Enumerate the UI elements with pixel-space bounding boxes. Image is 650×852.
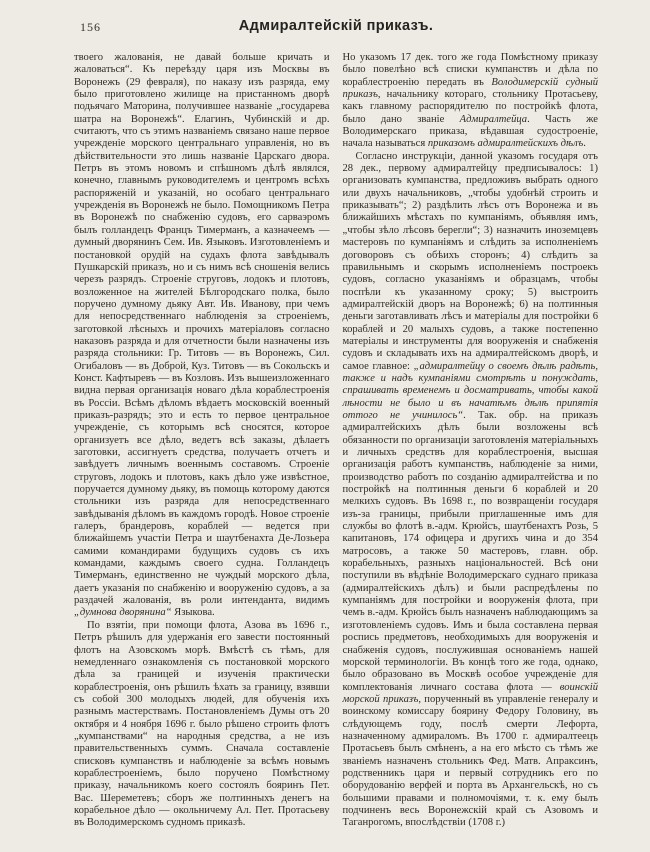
- text-run: , порученный въ управленіе генералу и воинскому комиссару боярину Федору Головину, въ слѣдующемъ году, послѣ смерти Лефорта, назначенному адмираломъ. Въ 1700 г. адмиралтеецъ Протасьевъ былъ смѣненъ, а на его мѣсто съ тѣмъ же званіемъ назначенъ стольникъ Фед. Матв. Апраксинъ, родственникъ царя и первый сотрудникъ его по оборудованію верфей и порта въ Архангельскѣ, но съ большими правами и полномочіями, т. к. ему былъ подчиненъ весь Воронежскій край съ Азовомъ и Таганрогомъ, впослѣдствіи (1708 г.): [342, 693, 598, 829]
- paragraph: [74, 52, 330, 620]
- paragraph: [74, 620, 330, 830]
- text-column-right: [343, 52, 599, 830]
- italic-text-run: приказомъ адмиралтейскихъ дѣлъ: [427, 138, 584, 150]
- page-number: 156: [80, 20, 101, 34]
- text-run: .: [583, 138, 586, 150]
- text-run: По взятіи, при помощи флота, Азова въ 1696 г., Петръ рѣшилъ для удержанія его завести постоянный флотъ на Азовскомъ морѣ. Вмѣстѣ съ тѣмъ, для немедленнаго ознакомленія съ постановкой морского дѣла за границей и изученія практически кораблестроенія, онъ рѣшилъ ѣхать за границу, взявши съ собой 300 молодыхъ людей, для обученія ихъ разнымъ мастерствамъ. Постановленіемъ Думы отъ 20 октября и 4 ноября 1696 г. было рѣшено строить флотъ „кумпанствами“ на народныя средства, а не изъ правительственныхъ суммъ. Сначала составленіе списковъ кумпанствъ и наблюденіе за всѣмъ новымъ кораблестроеніемъ, было поручено Помѣстному приказу, начальникомъ коего состоялъ бояринъ Пет. Вас. Шереметевъ; сборъ же полтинныхъ денегъ на корабельное дѣло — окольничему Ал. Пет. Протасьеву въ Володимерскомъ судномъ приказѣ.: [74, 619, 330, 829]
- text-run: . Часть же Володимерскаго приказа, вѣдавшая судостроеніе, начала называться: [342, 113, 598, 150]
- text-columns: [74, 52, 598, 830]
- italic-text-run: „думнова дворянина“: [74, 607, 172, 619]
- text-run: . Так. обр. на приказъ адмиралтейскихъ дѣлъ были возложены всѣ обязанности по организаціи заготовленія матеріальныхъ и личныхъ средствъ для кораблестроенія, высшая организація работъ кумпанствъ, наблюденіе за ними, производство работъ по созданію адмиралтейства и по постройкѣ на полтинныя деньги 6 кораблей и 20 мелкихъ судовъ. Въ 1698 г., по возвращеніи государя изъ-за границы, прибыли приглашенные имъ для службы во флотѣ в.-адм. Крюйсъ, шаутбенахтъ Розь, 5 капитановъ, 174 офицера и другихъ чина и до 354 матросовъ, а также 50 мастеровъ, главн. обр. корабельныхъ, разныхъ національностей. Всѣ они поступили въ вѣдѣніе Володимерскаго суднаго приказа (адмиралтейскихъ дѣлъ) и были распредѣлены по кумпаніямъ для постройки и вооруженія флота, при чемъ в.-адм. Крюйсъ былъ назначенъ наблюдающимъ за изготовленіемъ судовъ. Имъ и была составлена первая роспись предметовъ, необходимыхъ для вооруженія и снабженія судовъ, послужившая основаніемъ нашей морской терминологіи. Въ концѣ того же года, однако, было образовано въ Москвѣ особое учрежденіе для комплектованія личнаго состава флота —: [342, 409, 598, 693]
- italic-text-run: воинскій морской приказъ: [342, 681, 598, 705]
- text-run: Языкова.: [171, 607, 215, 619]
- italic-text-run: „адмиралтейцу о своемъ дѣлѣ радѣть, также и надъ кумпаніями смотрѣть и понуждать, спрашивать временемъ и досматривать, чтобы какой лѣности не было и въ начатѣмъ дѣлѣ припятія оттого не учинилось“: [342, 360, 598, 421]
- page-header: [74, 18, 598, 40]
- text-run: Согласно инструкціи, данной указомъ государя отъ 28 дек., первому адмиралтейцу предписывалось: 1) организовать кумпанства, предложивъ выбрать одного или двухъ начальниковъ, „чтобы удобнѣй строить и приказывать“; 2) раздѣлить лѣсъ отъ Воронежа и въ ближайшихъ мѣстахъ по кумпаніямъ, объявляя имъ, „чтобы зѣло лѣсовъ берегли“; 3) назначить иноземцевъ мастеровъ по кумпаніямъ и слѣдить за исполненіемъ договоровъ съ обѣихъ сторонъ; 4) слѣдить за правильнымъ и скорымъ исполненіемъ построекъ судовъ, согласно указаніямъ и образцамъ, чтобы поспѣли къ указанному сроку; 5) выстроить адмиралтейскій дворъ на Воронежѣ; 6) на полтинныя деньги заготавливать лѣсъ и матеріалы для постройки 6 кораблей и 20 малыхъ судовъ, а также постепенно матеріалы и инструменты для вооруженія и снабженія судовъ и складывать ихъ на адмиралтейскомъ дворѣ, и самое главное:: [342, 150, 598, 372]
- italic-text-run: Володимерскій судный приказъ: [342, 76, 598, 101]
- italic-text-run: Адмиралтейца: [459, 113, 528, 125]
- running-title: Адмиралтейскій приказъ.: [238, 18, 434, 34]
- paragraph: [343, 52, 599, 151]
- text-run: Но указомъ 17 дек. того же года Помѣстному приказу было повелѣно всѣ списки кумпанствъ и дѣла по кораблестроенію передать въ: [342, 52, 598, 88]
- text-column-left: [74, 52, 330, 830]
- paragraph: [343, 151, 599, 830]
- text-run: твоего жалованія, не давай больше кричать и жаловаться“. Къ переѣзду царя изъ Москвы въ Воронежъ (29 февраля), по наказу изъ разряда, ему было приготовлено жилище на пристанномъ дворѣ подьячаго Маторина, получившее названіе „государева шатра на Воронежѣ“. Елагинъ, Чубинскій и др. считаютъ, что съ этимъ названіемъ связано наше первое учрежденіе морского центральнаго управленія, но въ дѣйствительности это лишь названіе Царскаго двора. Петръ въ этомъ новомъ и спѣшномъ дѣлѣ являлся, конечно, главнымъ руководителемъ и центромъ всѣхъ распоряженій и указаній, но особаго центральнаго учрежденія въ Воронежѣ не было. Помощникомъ Петра въ Воронежѣ по снабженію судовъ, его сарваэромъ былъ голландецъ Францъ Тимерманъ, а казначеемъ — думный дворянинъ Сем. Ив. Языковъ. Изготовленіемъ и постановкой орудій на судахъ флота завѣдывалъ Пушкарскій приказъ, но и съ нимъ всѣ сношенія велись черезъ разрядъ. Строеніе струговъ, лодокъ и плотовъ, возложенное на жителей Бѣлгородскаго полка, было поручено думному дьяку Авт. Ив. Иванову, при чемъ для непосредственнаго наблюденія за строеніемъ, заготовкой лѣсныхъ и прочихъ матеріаловъ согласно наказовъ разряда и для отчетности были назначены изъ разряда стольники: Гр. Титовъ — въ Воронежъ, Сил. Огибаловъ — въ Доброй, Куз. Титовъ — въ Сокольскъ и Конст. Кафтыревъ — въ Козловъ. Изъ вышеизложеннаго видна первая организація новаго дѣла кораблестроенія въ Россіи. Всѣмъ дѣломъ вѣдаетъ московскій военный приказъ-разрядъ; это и есть то первое центральное учрежденіе, съ которымъ всѣ сносятся, которое организуетъ все дѣло, ведетъ всѣ заказы, дѣлаетъ заготовки, ассигнуетъ средства, получаетъ отчетъ и завѣдуетъ личнымъ военнымъ составомъ. Строеніе струговъ, лодокъ и плотовъ, какъ дѣло уже извѣстное, поручается думному дьяку, въ помощь которому даются стольники изъ разряда для непосредственнаго завѣдыванія дѣломъ въ каждомъ городѣ. Новое строеніе галеръ, брандеровъ, кораблей — ведется при ближайшемъ участіи Петра и шаутбенахта Де-Лозьера самими командирами будущихъ судовъ съ ихъ командами, каждымъ своего судна. Голландецъ Тимерманъ, единственно не чуждый морского дѣла, даетъ указанія по снабженію и вооруженію судовъ, а за раздачей жалованія, въ роли интенданта, видимъ: [74, 52, 330, 607]
- text-run: , начальнику котораго, стольнику Протасьеву, какъ главному распорядителю по постройкѣ флота, было дано званіе: [342, 89, 598, 125]
